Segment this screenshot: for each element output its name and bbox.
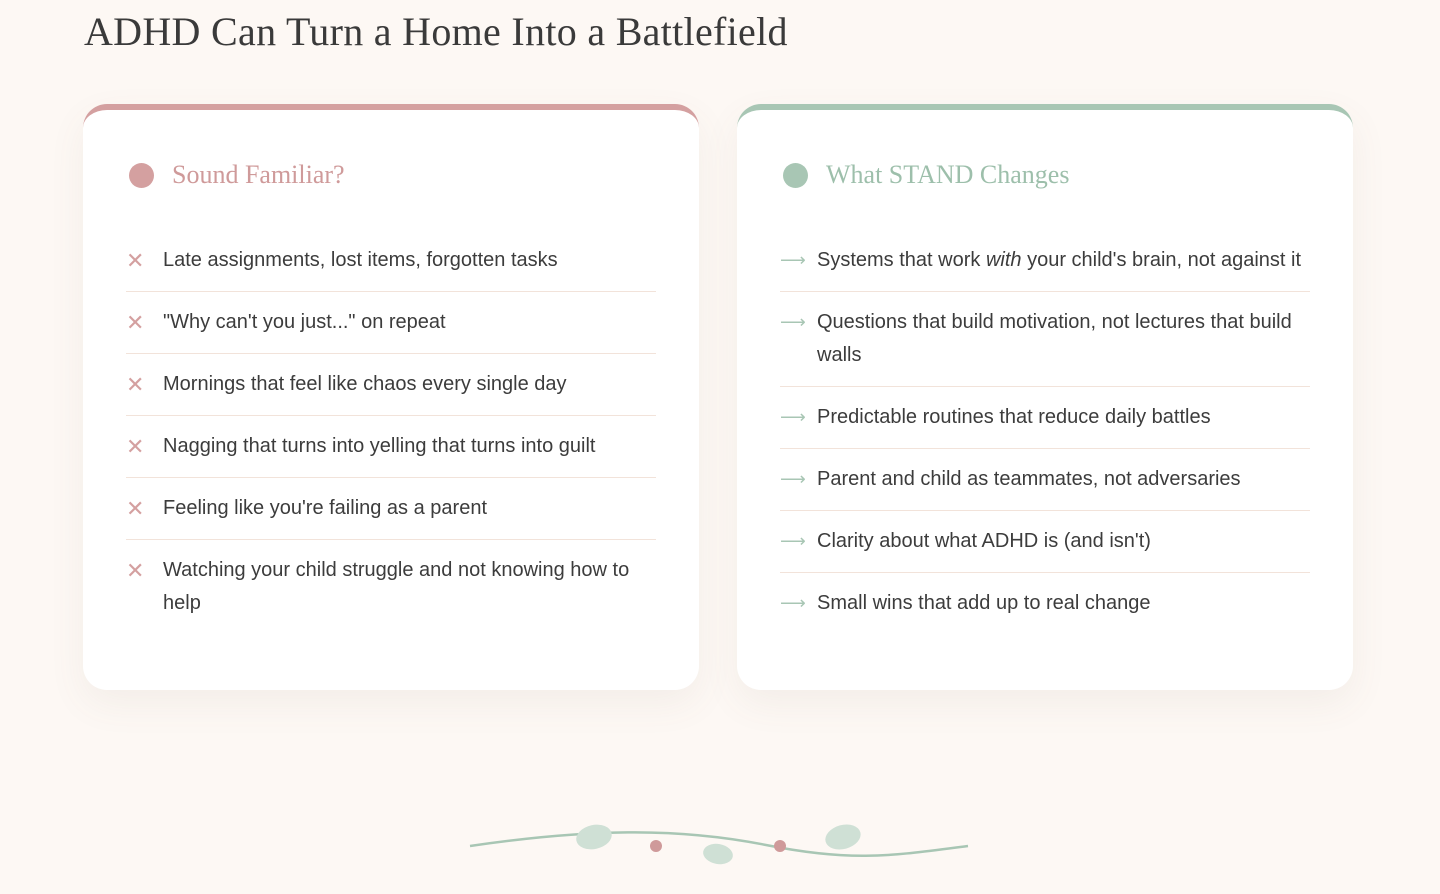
benefit-list (780, 230, 1310, 634)
list-item-text: "Why can't you just..." on repeat (163, 311, 446, 333)
list-item (126, 540, 656, 634)
list-item-text: Parent and child as teammates, not adversaries (817, 468, 1241, 490)
card-title: Sound Familiar? (172, 160, 345, 189)
arrow-right-icon: ⟶ (780, 407, 806, 427)
list-item-text: Clarity about what ADHD is (and isn't) (817, 530, 1151, 552)
arrow-right-icon: ⟶ (780, 531, 806, 551)
card-header (783, 160, 1069, 190)
arrow-right-icon: ⟶ (780, 469, 806, 489)
x-mark-icon: ✕ (126, 372, 145, 397)
x-mark-icon: ✕ (126, 310, 145, 335)
list-item-text: Nagging that turns into yelling that turns into guilt (163, 435, 596, 457)
list-item (126, 416, 656, 478)
list-item-text: Watching your child struggle and not knowing how to help (163, 559, 630, 614)
card-header (129, 160, 345, 190)
problem-list (126, 230, 656, 634)
list-item (780, 449, 1310, 511)
list-item (780, 230, 1310, 292)
card-title: What STAND Changes (826, 160, 1070, 189)
arrow-right-icon: ⟶ (780, 312, 806, 332)
list-item-text: Small wins that add up to real change (817, 592, 1151, 614)
list-item (126, 292, 656, 354)
sound-familiar-card (83, 104, 699, 690)
arrow-right-icon: ⟶ (780, 250, 806, 270)
list-item-text: Questions that build motivation, not lectures that build walls (817, 311, 1292, 366)
sage-dot-icon (783, 163, 808, 188)
arrow-right-icon: ⟶ (780, 593, 806, 613)
emphasis-text: with (985, 249, 1022, 271)
list-item-text: Mornings that feel like chaos every single day (163, 373, 567, 395)
vine-decoration-icon (466, 815, 972, 875)
list-item (780, 387, 1310, 449)
list-item (780, 292, 1310, 387)
x-mark-icon: ✕ (126, 496, 145, 521)
list-item-text: Predictable routines that reduce daily battles (817, 406, 1211, 428)
list-item-text: Late assignments, lost items, forgotten tasks (163, 249, 558, 271)
x-mark-icon: ✕ (126, 248, 145, 273)
list-item (126, 478, 656, 540)
rose-dot-icon (129, 163, 154, 188)
list-item-text: Feeling like you're failing as a parent (163, 497, 488, 519)
stand-changes-card (737, 104, 1353, 690)
page-title: ADHD Can Turn a Home Into a Battlefield (84, 9, 788, 54)
list-item (780, 511, 1310, 573)
x-mark-icon: ✕ (126, 434, 145, 459)
x-mark-icon: ✕ (126, 558, 145, 583)
list-item-text: Systems that work with your child's brain, not against it (817, 249, 1302, 271)
list-item (126, 354, 656, 416)
list-item (780, 573, 1310, 634)
list-item (126, 230, 656, 292)
